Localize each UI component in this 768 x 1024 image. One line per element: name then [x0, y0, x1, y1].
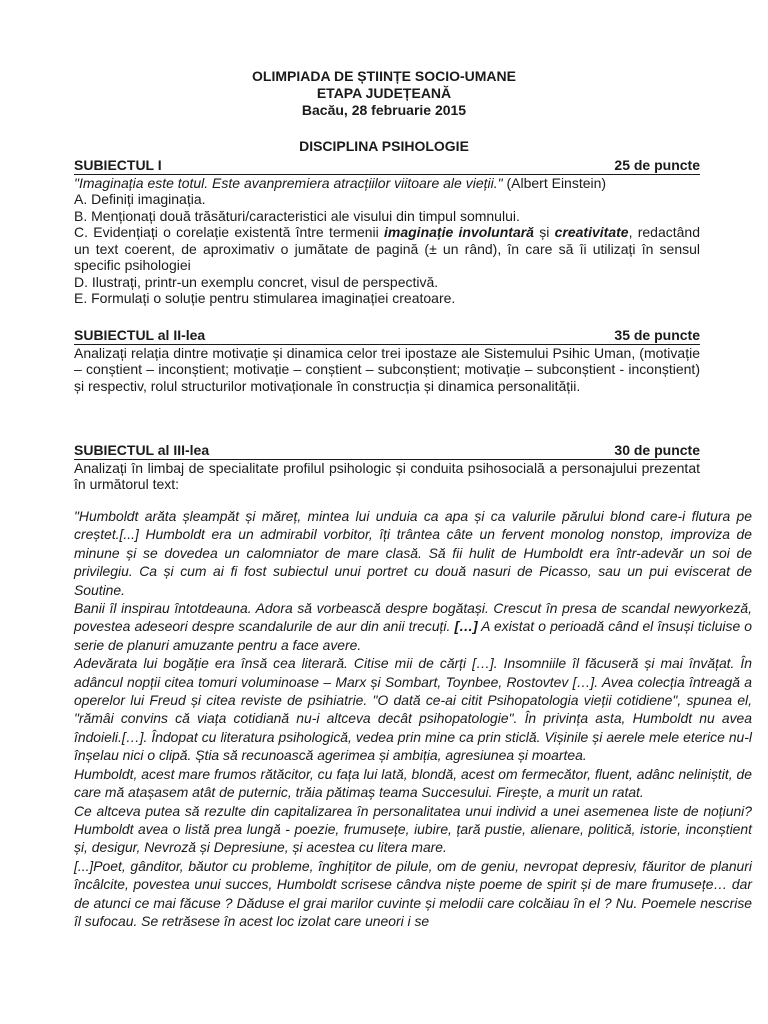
subject-1-title: SUBIECTUL I: [74, 157, 162, 173]
item-c-term-2: creativitate: [554, 224, 629, 240]
subject-1-item-b: B. Menționați două trăsături/caracteristici ale visului din timpul somnului.: [74, 207, 520, 224]
subject-2-heading: [74, 327, 700, 345]
subject-1-points: 25 de puncte: [614, 157, 700, 173]
excerpt-paragraph-4: Humboldt, acest mare frumos rătăcitor, cu fața lui lată, blondă, acest om fermecător, fluent, adânc neliniștit, de care mă atașasem atât de puternic, trăia pătimaș teama Succesului. Firește, a murit un ratat.: [74, 765, 752, 801]
literary-excerpt: [74, 507, 752, 930]
subject-1-heading: [74, 157, 700, 175]
subject-3-title: SUBIECTUL al III-lea: [74, 442, 210, 458]
item-c-term-1: imaginație involuntară: [384, 224, 534, 240]
excerpt-p2-ellipsis: […]: [454, 618, 478, 635]
subject-1-quote: "Imaginația este totul. Este avanpremiera atracțiilor viitoare ale vieții.": [74, 174, 503, 191]
subject-1-quote-line: [74, 175, 700, 192]
excerpt-paragraph-2: [74, 599, 752, 654]
subject-3-points: 30 de puncte: [614, 442, 700, 458]
excerpt-p2-start: Banii îl inspirau întotdeauna. Adora să vorbească despre bogătași. Crescut în presa de scandal newyorkeză, povestea adeseori despre scandalurile de aur din anii trecuți.: [74, 600, 752, 635]
olympiad-title: OLIMPIADA DE ȘTIINȚE SOCIO-UMANE: [252, 68, 516, 84]
stage-title: ETAPA JUDEȚEANĂ: [316, 85, 452, 101]
subject-2-title: SUBIECTUL al II-lea: [74, 327, 206, 343]
subject-1-item-a: A. Definiți imaginația.: [74, 191, 206, 207]
subject-2-text: Analizați relația dintre motivație și dinamica celor trei ipostaze ale Sistemului Psihic Uman, (motivație – conștient – inconștient; motivație – conștient – subconștient; motivație – subconștient - inconștient) și respectiv, rolul structurilor motivaționale în construcția și dinamica personalității.: [74, 344, 700, 394]
place-date: Bacău, 28 februarie 2015: [301, 102, 467, 118]
subject-1-item-d: D. Ilustrați, printr-un exemplu concret, visul de perspectivă.: [74, 273, 439, 290]
subject-2-points: 35 de puncte: [614, 327, 700, 343]
discipline-title: DISCIPLINA PSIHOLOGIE: [299, 138, 469, 154]
subject-1-quote-author: (Albert Einstein): [506, 174, 607, 191]
subject-1-item-e: E. Formulați o soluție pentru stimularea imaginației creatoare.: [74, 290, 456, 306]
subject-3-text: Analizați în limbaj de specialitate profilul psihologic și conduita psihosocială a personajului prezentat în următorul text:: [74, 459, 700, 492]
subject-3: [74, 442, 700, 493]
item-c-rest: , redactând un text coerent, de aproximativ o jumătate de pagină (± un rând), în care să îi utilizați în sensul specific psihologiei: [74, 224, 700, 273]
excerpt-paragraph-1: "Humboldt arăta șleampăt și măreț, mintea lui unduia ca apa și ca valurile părului blond care-i flutura pe creștet.[...] Humboldt era un admirabil vorbitor, îți trântea câte un fervent monolog nonstop, improviza de minune și se dovedea un calomniator de mare clasă. Să fii hulit de Humboldt era într-adevăr un soi de privilegiu. Ca și cum ai fi fost subiectul unui portret cu două nasuri de Picasso, sau un pui eviscerat de Soutine.: [74, 508, 752, 598]
item-c-and: și: [533, 224, 555, 240]
subject-1-item-c: [74, 224, 700, 274]
excerpt-paragraph-3: Adevărata lui bogăție era însă cea literară. Citise mii de cărți […]. Insomniile îl făcuseră și mai învățat. În adâncul nopții citea tomuri voluminoase – Marx și Sombart, Toynbee, Rostovtev […]. Avea colecția întreagă a operelor lui Freud și citea reviste de psihiatrie. "O dată ce-ai citit Psihopatologia vieții cotidiene", spunea el, "rămâi convins că viața cotidiană nu-i altceva decât psihopatologie". În privința asta, Humboldt nu avea îndoieli.[…]. Îndopat cu literatura psihologică, vedea prin mine ca prin sticlă. Vișinile și aerele mele eterice nu-l înșelau nici o clipă. Știa să recunoască agerimea și ambiția, agresiunea și moartea.: [74, 655, 752, 764]
subject-1: [74, 157, 700, 307]
subject-3-heading: [74, 442, 700, 460]
item-c-intro: C. Evidențiați o corelație existentă între termenii: [74, 224, 384, 240]
excerpt-p2-end: A existat o perioadă când el însuși ticluise o serie de planuri amuzante pentru a face avere.: [74, 618, 752, 653]
document-header: [0, 68, 768, 119]
excerpt-paragraph-5: Ce altceva putea să rezulte din capitalizarea în personalitatea unui individ a unei asemenea liste de noțiuni? Humboldt avea o listă prea lungă - poezie, frumusețe, iubire, țară pustie, alienare, politică, istorie, inconștient și, desigur, Nevroză și Depresiune, și acestea cu litera mare.: [74, 802, 752, 856]
excerpt-paragraph-6: [...]Poet, gânditor, băutor cu probleme, înghițitor de pilule, om de geniu, nevropat depresiv, făuritor de planuri încâlcite, povestea unui succes, Humboldt scrisese cândva niște poeme de spirit și de mare frumusețe… dar de atunci ce mai făcuse ? Dăduse el grai marilor cuvinte și melodii care colcăiau în el ? Nu. Poemele nescrise îl sufocau. Se retrăsese în acest loc izolat care uneori i se: [74, 857, 752, 929]
subject-2: [74, 327, 700, 394]
